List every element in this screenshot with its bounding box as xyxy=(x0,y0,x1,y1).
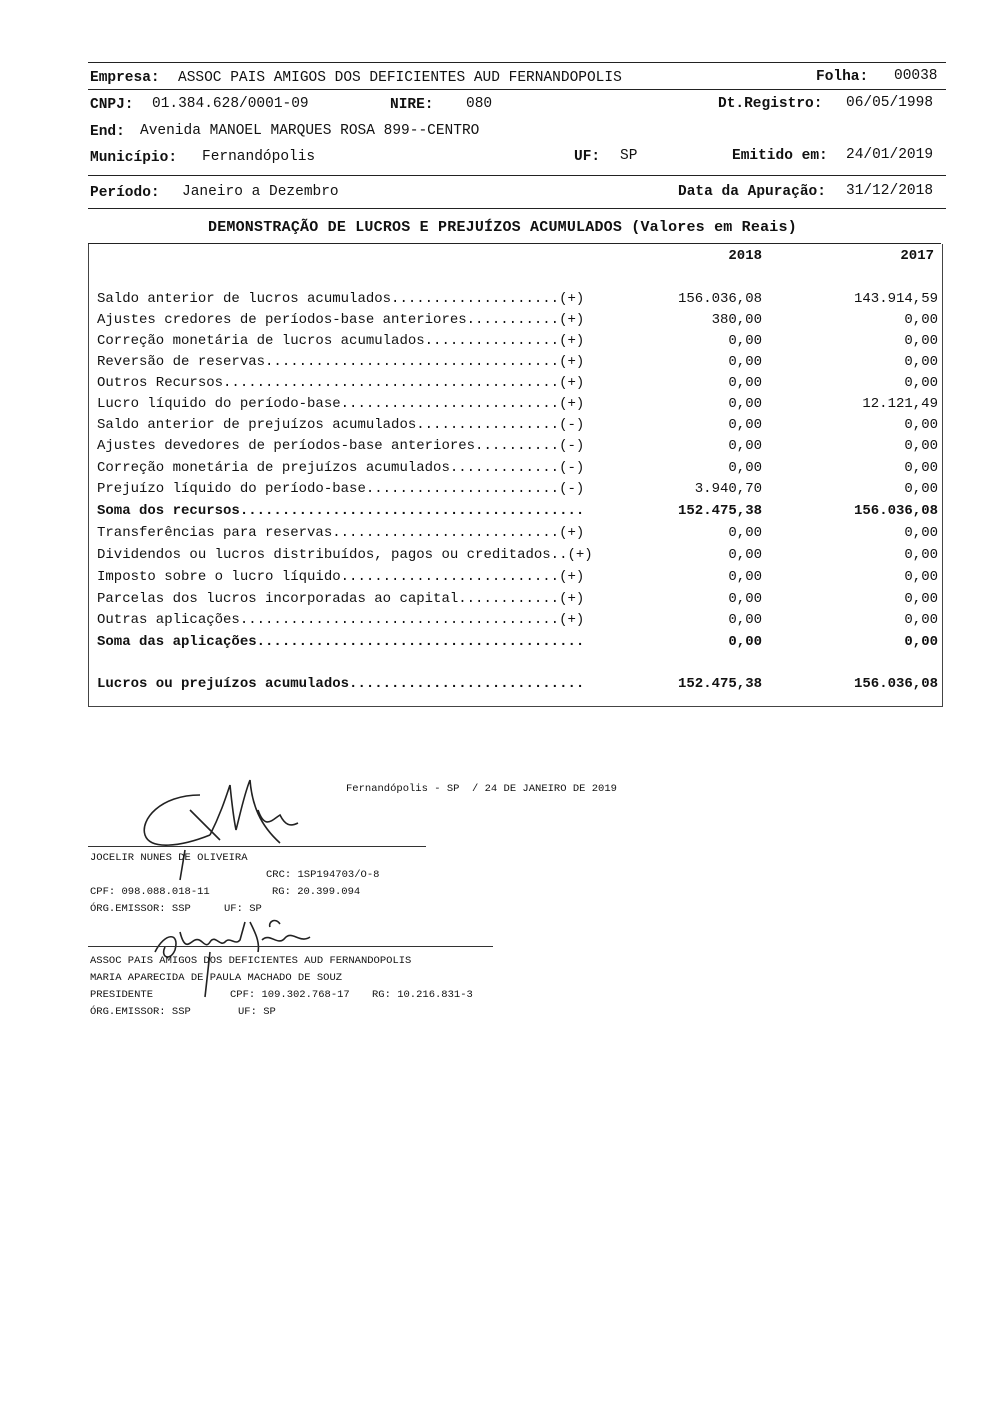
row-label: Soma dos recursos......................................... xyxy=(97,503,585,519)
row-label: Outras aplicações......................................(+) xyxy=(97,612,585,628)
uf-label: UF: xyxy=(574,149,601,165)
row-value-2018: 0,00 xyxy=(728,525,762,541)
registro-label: Dt.Registro: xyxy=(718,96,823,112)
table-row xyxy=(89,612,942,632)
nire-value: 080 xyxy=(466,96,493,112)
municipio-value: Fernandópolis xyxy=(202,149,316,165)
registro-value: 06/05/1998 xyxy=(846,95,934,111)
table-row xyxy=(89,676,942,696)
row-label: Ajustes credores de períodos-base anteriores...........(+) xyxy=(97,312,585,328)
signature-2-line xyxy=(88,946,493,947)
table-row xyxy=(89,354,942,374)
row-label: Lucro líquido do período-base..........................(+) xyxy=(97,396,585,412)
row-value-2018: 152.475,38 xyxy=(677,676,762,692)
signer2-uf: UF: SP xyxy=(238,1006,276,1018)
header-top-rule xyxy=(88,62,946,63)
row-value-2017: 156.036,08 xyxy=(853,676,938,692)
row-value-2018: 0,00 xyxy=(728,354,762,370)
signer2-rg: RG: 10.216.831-3 xyxy=(372,989,473,1001)
row-value-2018: 0,00 xyxy=(728,591,762,607)
folha-label: Folha: xyxy=(816,69,869,85)
table-row xyxy=(89,591,942,611)
row-label: Ajustes devedores de períodos-base anteriores..........(-) xyxy=(97,438,585,454)
row-label: Parcelas dos lucros incorporadas ao capital............(+) xyxy=(97,591,585,607)
table-row xyxy=(89,312,942,332)
row-label: Correção monetária de lucros acumulados................(+) xyxy=(97,333,585,349)
signer1-uf: UF: SP xyxy=(224,903,262,915)
periodo-label: Período: xyxy=(90,185,160,201)
table-row xyxy=(89,438,942,458)
place-date: Fernandópolis - SP / 24 DE JANEIRO DE 2019 xyxy=(346,783,617,795)
nire-label: NIRE: xyxy=(390,97,434,113)
row-value-2017: 156.036,08 xyxy=(853,503,938,519)
signer2-role: PRESIDENTE xyxy=(90,989,154,1001)
end-value: Avenida MANOEL MARQUES ROSA 899--CENTRO xyxy=(140,123,480,139)
row-label: Saldo anterior de prejuízos acumulados.................(-) xyxy=(97,417,585,433)
row-value-2017: 143.914,59 xyxy=(853,291,938,307)
cnpj-label: CNPJ: xyxy=(90,97,134,113)
signer1-name: JOCELIR NUNES DE OLIVEIRA xyxy=(90,852,248,864)
header-rule-3 xyxy=(88,208,946,209)
row-value-2017: 0,00 xyxy=(904,612,938,628)
row-value-2017: 0,00 xyxy=(904,354,938,370)
table-row xyxy=(89,547,942,567)
table-row xyxy=(89,375,942,395)
signer1-crc: CRC: 1SP194703/O-8 xyxy=(266,869,380,881)
column-header-2018: 2018 xyxy=(728,248,762,264)
row-value-2017: 0,00 xyxy=(904,481,938,497)
signer2-entity: ASSOC PAIS AMIGOS DOS DEFICIENTES AUD FERNANDOPOLIS xyxy=(90,955,412,967)
row-value-2017: 0,00 xyxy=(904,525,938,541)
row-label: Dividendos ou lucros distribuídos, pagos ou creditados..(+) xyxy=(97,547,593,563)
apuracao-value: 31/12/2018 xyxy=(846,183,934,199)
row-value-2018: 0,00 xyxy=(728,417,762,433)
periodo-value: Janeiro a Dezembro xyxy=(182,184,339,200)
row-value-2017: 0,00 xyxy=(904,375,938,391)
table-row xyxy=(89,481,942,501)
signer1-org: ÓRG.EMISSOR: SSP xyxy=(90,903,191,915)
row-label: Transferências para reservas...........................(+) xyxy=(97,525,585,541)
table-row xyxy=(89,525,942,545)
apuracao-label: Data da Apuração: xyxy=(678,184,826,200)
row-value-2018: 380,00 xyxy=(711,312,762,328)
row-value-2018: 0,00 xyxy=(728,333,762,349)
signer1-rg: RG: 20.399.094 xyxy=(272,886,361,898)
row-value-2017: 0,00 xyxy=(904,438,938,454)
row-value-2017: 0,00 xyxy=(904,417,938,433)
row-value-2018: 0,00 xyxy=(728,569,762,585)
row-value-2018: 0,00 xyxy=(728,375,762,391)
signer2-name: MARIA APARECIDA DE PAULA MACHADO DE SOUZ xyxy=(90,972,343,984)
header-rule-1 xyxy=(88,89,946,90)
row-label: Soma das aplicações....................................... xyxy=(97,634,585,650)
table-row xyxy=(89,569,942,589)
table-row xyxy=(89,396,942,416)
row-value-2018: 0,00 xyxy=(728,547,762,563)
row-label: Correção monetária de prejuízos acumulados.............(-) xyxy=(97,460,585,476)
row-label: Lucros ou prejuízos acumulados............................ xyxy=(97,676,585,692)
empresa-value: ASSOC PAIS AMIGOS DOS DEFICIENTES AUD FERNANDOPOLIS xyxy=(178,70,622,86)
row-label: Imposto sobre o lucro líquido..........................(+) xyxy=(97,569,585,585)
row-value-2017: 0,00 xyxy=(904,591,938,607)
municipio-label: Município: xyxy=(90,150,178,166)
signature-1-line xyxy=(88,846,426,847)
row-value-2017: 0,00 xyxy=(904,634,938,650)
row-label: Outros Recursos........................................(+) xyxy=(97,375,585,391)
row-label: Reversão de reservas...................................(+) xyxy=(97,354,585,370)
row-value-2018: 0,00 xyxy=(728,396,762,412)
statement-table xyxy=(88,244,943,707)
row-value-2017: 0,00 xyxy=(904,333,938,349)
table-row xyxy=(89,460,942,480)
signer2-org: ÓRG.EMISSOR: SSP xyxy=(90,1006,191,1018)
row-value-2018: 0,00 xyxy=(728,438,762,454)
statement-title: DEMONSTRAÇÃO DE LUCROS E PREJUÍZOS ACUMULADOS (Valores em Reais) xyxy=(208,219,797,236)
row-value-2017: 0,00 xyxy=(904,460,938,476)
signer1-cpf: CPF: 098.088.018-11 xyxy=(90,886,210,898)
column-header-2017: 2017 xyxy=(900,248,934,264)
header-rule-2 xyxy=(88,175,946,176)
table-row xyxy=(89,291,942,311)
row-value-2018: 0,00 xyxy=(728,612,762,628)
cnpj-value: 01.384.628/0001-09 xyxy=(152,96,309,112)
end-label: End: xyxy=(90,124,125,140)
row-value-2017: 0,00 xyxy=(904,547,938,563)
row-value-2018: 3.940,70 xyxy=(694,481,762,497)
row-value-2017: 0,00 xyxy=(904,569,938,585)
signer2-cpf: CPF: 109.302.768-17 xyxy=(230,989,350,1001)
uf-value: SP xyxy=(620,148,638,164)
row-label: Saldo anterior de lucros acumulados....................(+) xyxy=(97,291,585,307)
emitido-value: 24/01/2019 xyxy=(846,147,934,163)
empresa-label: Empresa: xyxy=(90,70,160,86)
table-row xyxy=(89,333,942,353)
row-value-2018: 0,00 xyxy=(728,634,762,650)
table-row xyxy=(89,417,942,437)
row-value-2018: 156.036,08 xyxy=(677,291,762,307)
emitido-label: Emitido em: xyxy=(732,148,828,164)
row-value-2017: 12.121,49 xyxy=(862,396,938,412)
row-value-2018: 152.475,38 xyxy=(677,503,762,519)
table-row xyxy=(89,503,942,523)
row-value-2018: 0,00 xyxy=(728,460,762,476)
row-value-2017: 0,00 xyxy=(904,312,938,328)
folha-value: 00038 xyxy=(894,68,938,84)
row-label: Prejuízo líquido do período-base.......................(-) xyxy=(97,481,585,497)
table-row xyxy=(89,634,942,654)
